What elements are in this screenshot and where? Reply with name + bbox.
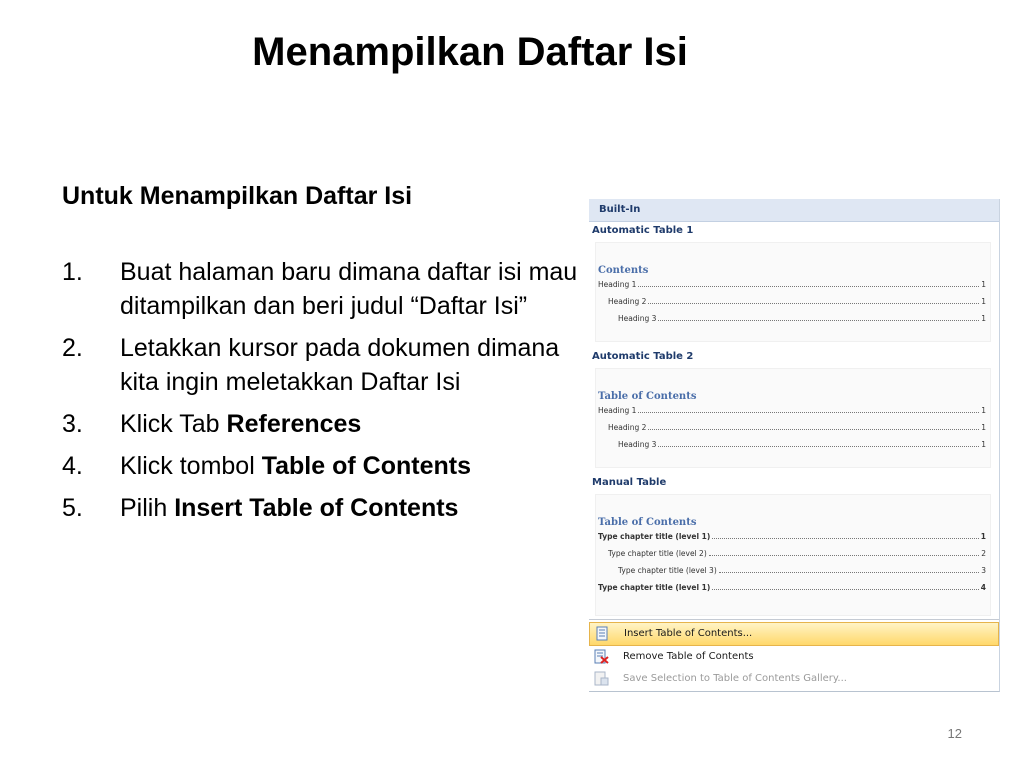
- slide-title: Menampilkan Daftar Isi: [252, 30, 688, 74]
- menu-item-label: Insert Table of Contents...: [624, 628, 753, 639]
- toc-option-automatic-table-1[interactable]: [595, 242, 991, 342]
- toc-entry: Type chapter title (level 3) 3: [618, 566, 986, 575]
- step-plain-text: Klick tombol: [120, 452, 262, 480]
- gallery-section-title: Manual Table: [592, 477, 667, 488]
- steps-list: [62, 255, 582, 525]
- step-plain-text: Buat halaman baru dimana daftar isi mau ditampilkan dan beri judul “Daftar Isi”: [120, 258, 578, 320]
- step-bold-text: Insert Table of Contents: [174, 494, 459, 522]
- toc-entry: Heading 2 1: [608, 297, 986, 306]
- save-selection-to-gallery-menu-item[interactable]: [589, 668, 999, 690]
- toc-entry: Heading 3 1: [618, 314, 986, 323]
- toc-entry: Type chapter title (level 1) 1: [598, 532, 986, 541]
- table-of-contents-gallery: [589, 199, 1000, 692]
- step-bold-text: References: [226, 410, 362, 438]
- toc-menu: [589, 619, 999, 690]
- step-number: 5.: [62, 494, 83, 522]
- toc-entry: Heading 1 1: [598, 280, 986, 289]
- insert-toc-icon: [595, 626, 610, 641]
- toc-entry: Type chapter title (level 2) 2: [608, 549, 986, 558]
- step-item: [62, 255, 582, 323]
- remove-toc-icon: [594, 649, 609, 664]
- step-plain-text: Klick Tab: [120, 410, 227, 438]
- toc-entry: Heading 2 1: [608, 423, 986, 432]
- gallery-section-title: Automatic Table 2: [592, 351, 694, 362]
- gallery-section-title: Automatic Table 1: [592, 225, 694, 236]
- preview-heading: Table of Contents: [598, 391, 697, 402]
- step-text: [120, 331, 582, 399]
- toc-option-automatic-table-2[interactable]: [595, 368, 991, 468]
- step-plain-text: Pilih: [120, 494, 175, 522]
- menu-item-label: Save Selection to Table of Contents Gallery...: [623, 673, 847, 684]
- step-text: [120, 255, 582, 323]
- remove-table-of-contents-menu-item[interactable]: [589, 646, 999, 668]
- save-selection-icon: [594, 671, 609, 686]
- insert-table-of-contents-menu-item[interactable]: [589, 622, 999, 646]
- preview-heading: Table of Contents: [598, 517, 697, 528]
- step-text: [120, 491, 582, 525]
- toc-entry: Heading 1 1: [598, 406, 986, 415]
- step-number: 3.: [62, 410, 83, 438]
- subtitle: Untuk Menampilkan Daftar Isi: [62, 182, 413, 210]
- step-bold-text: Table of Contents: [261, 452, 471, 480]
- step-text: [120, 449, 582, 483]
- step-text: [120, 407, 582, 441]
- page-number: 12: [947, 726, 962, 741]
- toc-option-manual-table[interactable]: [595, 494, 991, 616]
- toc-entry: Type chapter title (level 1) 4: [598, 583, 986, 592]
- step-number: 4.: [62, 452, 83, 480]
- step-item: [62, 331, 582, 399]
- step-item: [62, 407, 582, 441]
- instructions-block: [62, 182, 582, 533]
- menu-item-label: Remove Table of Contents: [623, 651, 754, 662]
- preview-heading: Contents: [598, 265, 649, 276]
- step-number: 2.: [62, 334, 83, 362]
- step-item: [62, 491, 582, 525]
- toc-entry: Heading 3 1: [618, 440, 986, 449]
- step-item: [62, 449, 582, 483]
- step-number: 1.: [62, 258, 83, 286]
- step-plain-text: Letakkan kursor pada dokumen dimana kita ingin meletakkan Daftar Isi: [120, 334, 560, 396]
- gallery-header: Built-In: [589, 199, 999, 222]
